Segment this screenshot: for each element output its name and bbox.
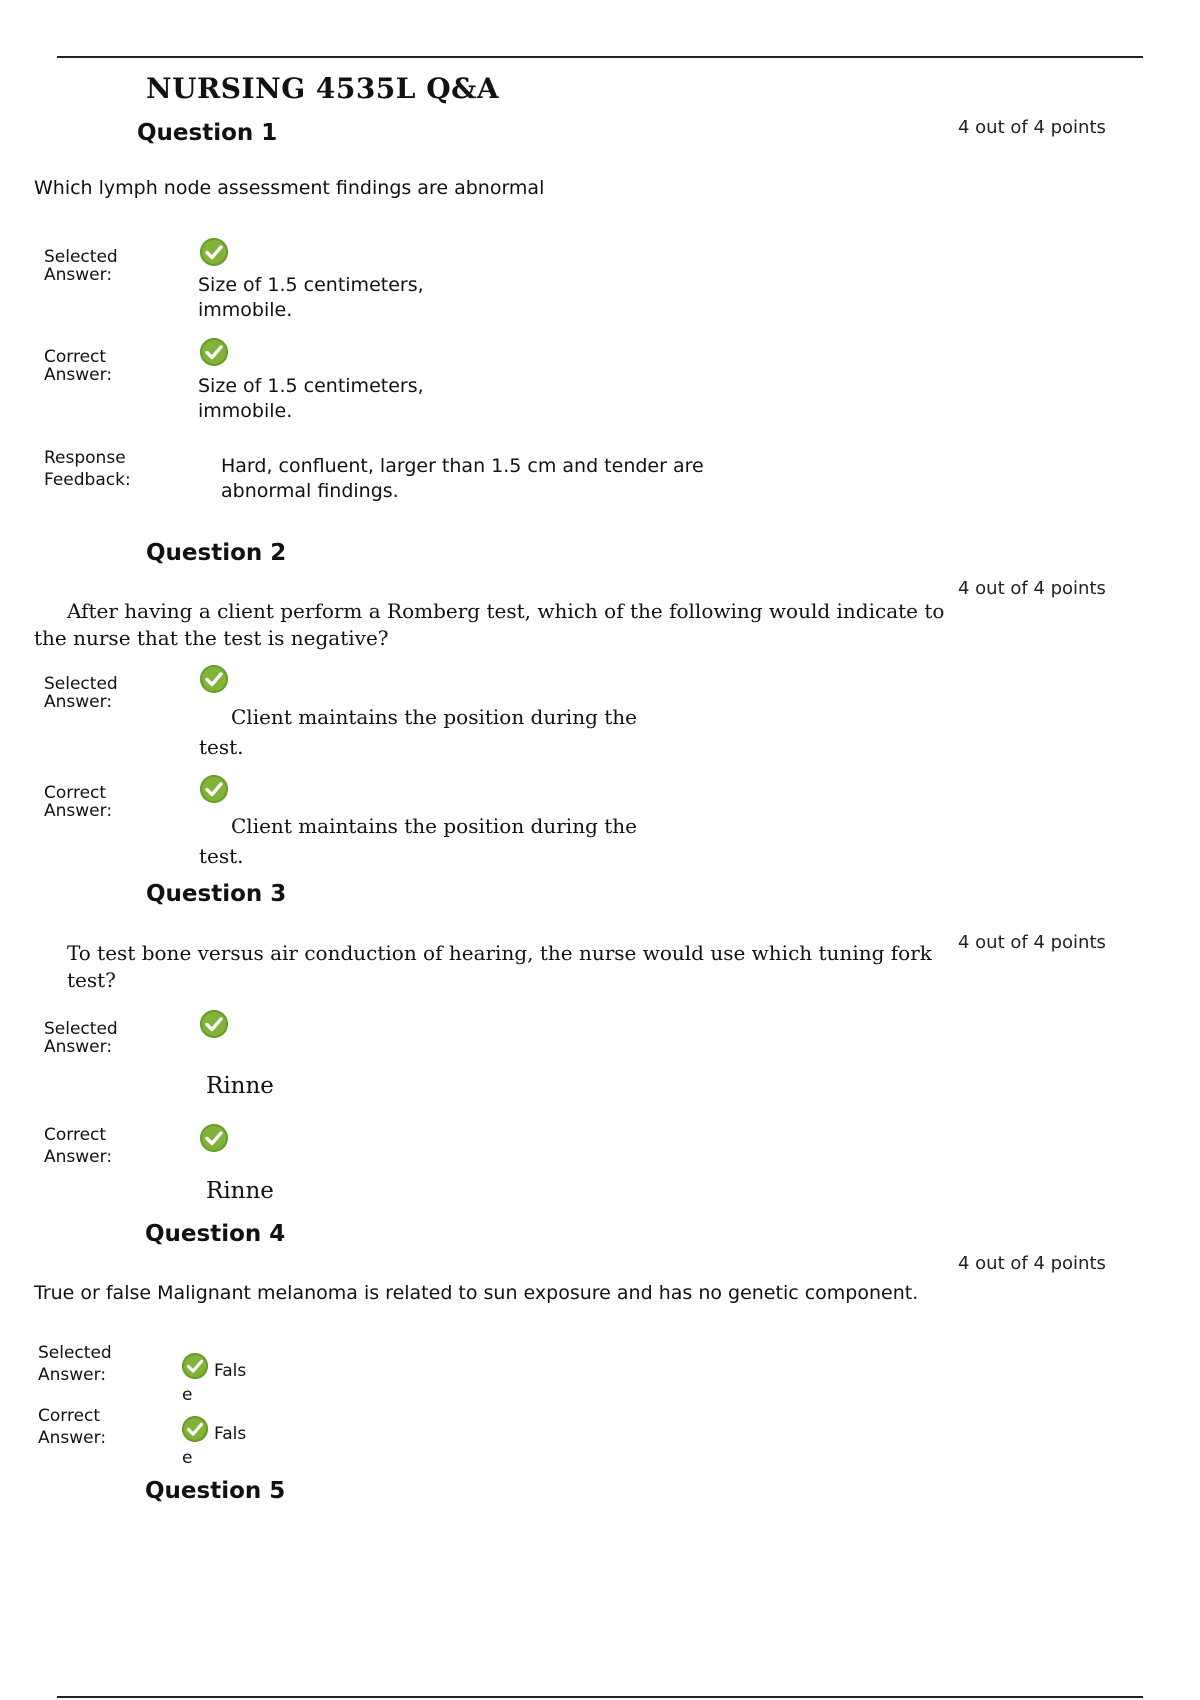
selected-answer-label: Selected Answer: [44, 674, 118, 712]
correct-answer-label: Correct Answer: [44, 783, 113, 821]
check-icon [200, 338, 228, 366]
question-2-title: Question 2 [146, 540, 287, 566]
check-icon [200, 665, 228, 693]
response-feedback-label: Response Feedback: [44, 448, 131, 490]
top-divider [57, 56, 1143, 58]
selected-answer-label: Selected Answer: [38, 1343, 112, 1385]
question-1-title: Question 1 [137, 120, 278, 146]
question-3-prompt: To test bone versus air conduction of hearing, the nurse would use which tuning fork test? [67, 941, 932, 992]
question-2-selected-answer: Client maintains the position during the test. [199, 705, 637, 759]
question-4-correct-answer-part1: Fals [214, 1424, 247, 1444]
question-4-prompt: True or false Malignant melanoma is related to sun exposure and has no genetic component. [34, 1282, 919, 1304]
correct-answer-label: Correct Answer: [38, 1406, 107, 1448]
question-3-correct-answer: Rinne [206, 1178, 274, 1204]
question-1-prompt: Which lymph node assessment findings are abnormal [34, 177, 545, 199]
question-2-points: 4 out of 4 points [958, 578, 1106, 599]
question-4-selected-answer-part1: Fals [214, 1361, 247, 1381]
check-icon [182, 1353, 208, 1379]
question-1-feedback: Hard, confluent, larger than 1.5 cm and tender are abnormal findings. [221, 455, 704, 502]
check-icon [200, 1124, 228, 1152]
check-icon [200, 1010, 228, 1038]
question-2-prompt: After having a client perform a Romberg test, which of the following would indicate to the nurse that the test is negative? [34, 599, 945, 650]
question-1-selected-answer: Size of 1.5 centimeters, immobile. [198, 274, 424, 321]
check-icon [200, 238, 228, 266]
question-4-correct-answer-part2: e [182, 1448, 193, 1468]
question-1-correct-answer: Size of 1.5 centimeters, immobile. [198, 375, 424, 422]
correct-answer-label: Correct Answer: [44, 347, 113, 385]
selected-answer-label: Selected Answer: [44, 247, 118, 285]
question-4-points: 4 out of 4 points [958, 1253, 1106, 1274]
question-1-points: 4 out of 4 points [958, 117, 1106, 138]
question-2-correct-answer: Client maintains the position during the test. [199, 814, 637, 868]
selected-answer-label: Selected Answer: [44, 1019, 118, 1057]
correct-answer-label: Correct Answer: [44, 1125, 113, 1167]
question-5-title: Question 5 [145, 1478, 286, 1504]
question-4-selected-answer-part2: e [182, 1385, 193, 1405]
check-icon [182, 1416, 208, 1442]
check-icon [200, 775, 228, 803]
bottom-divider [57, 1696, 1143, 1698]
question-4-title: Question 4 [145, 1221, 286, 1247]
document-title: NURSING 4535L Q&A [146, 72, 500, 105]
question-3-points: 4 out of 4 points [958, 932, 1106, 953]
question-3-title: Question 3 [146, 881, 287, 907]
question-3-selected-answer: Rinne [206, 1073, 274, 1099]
